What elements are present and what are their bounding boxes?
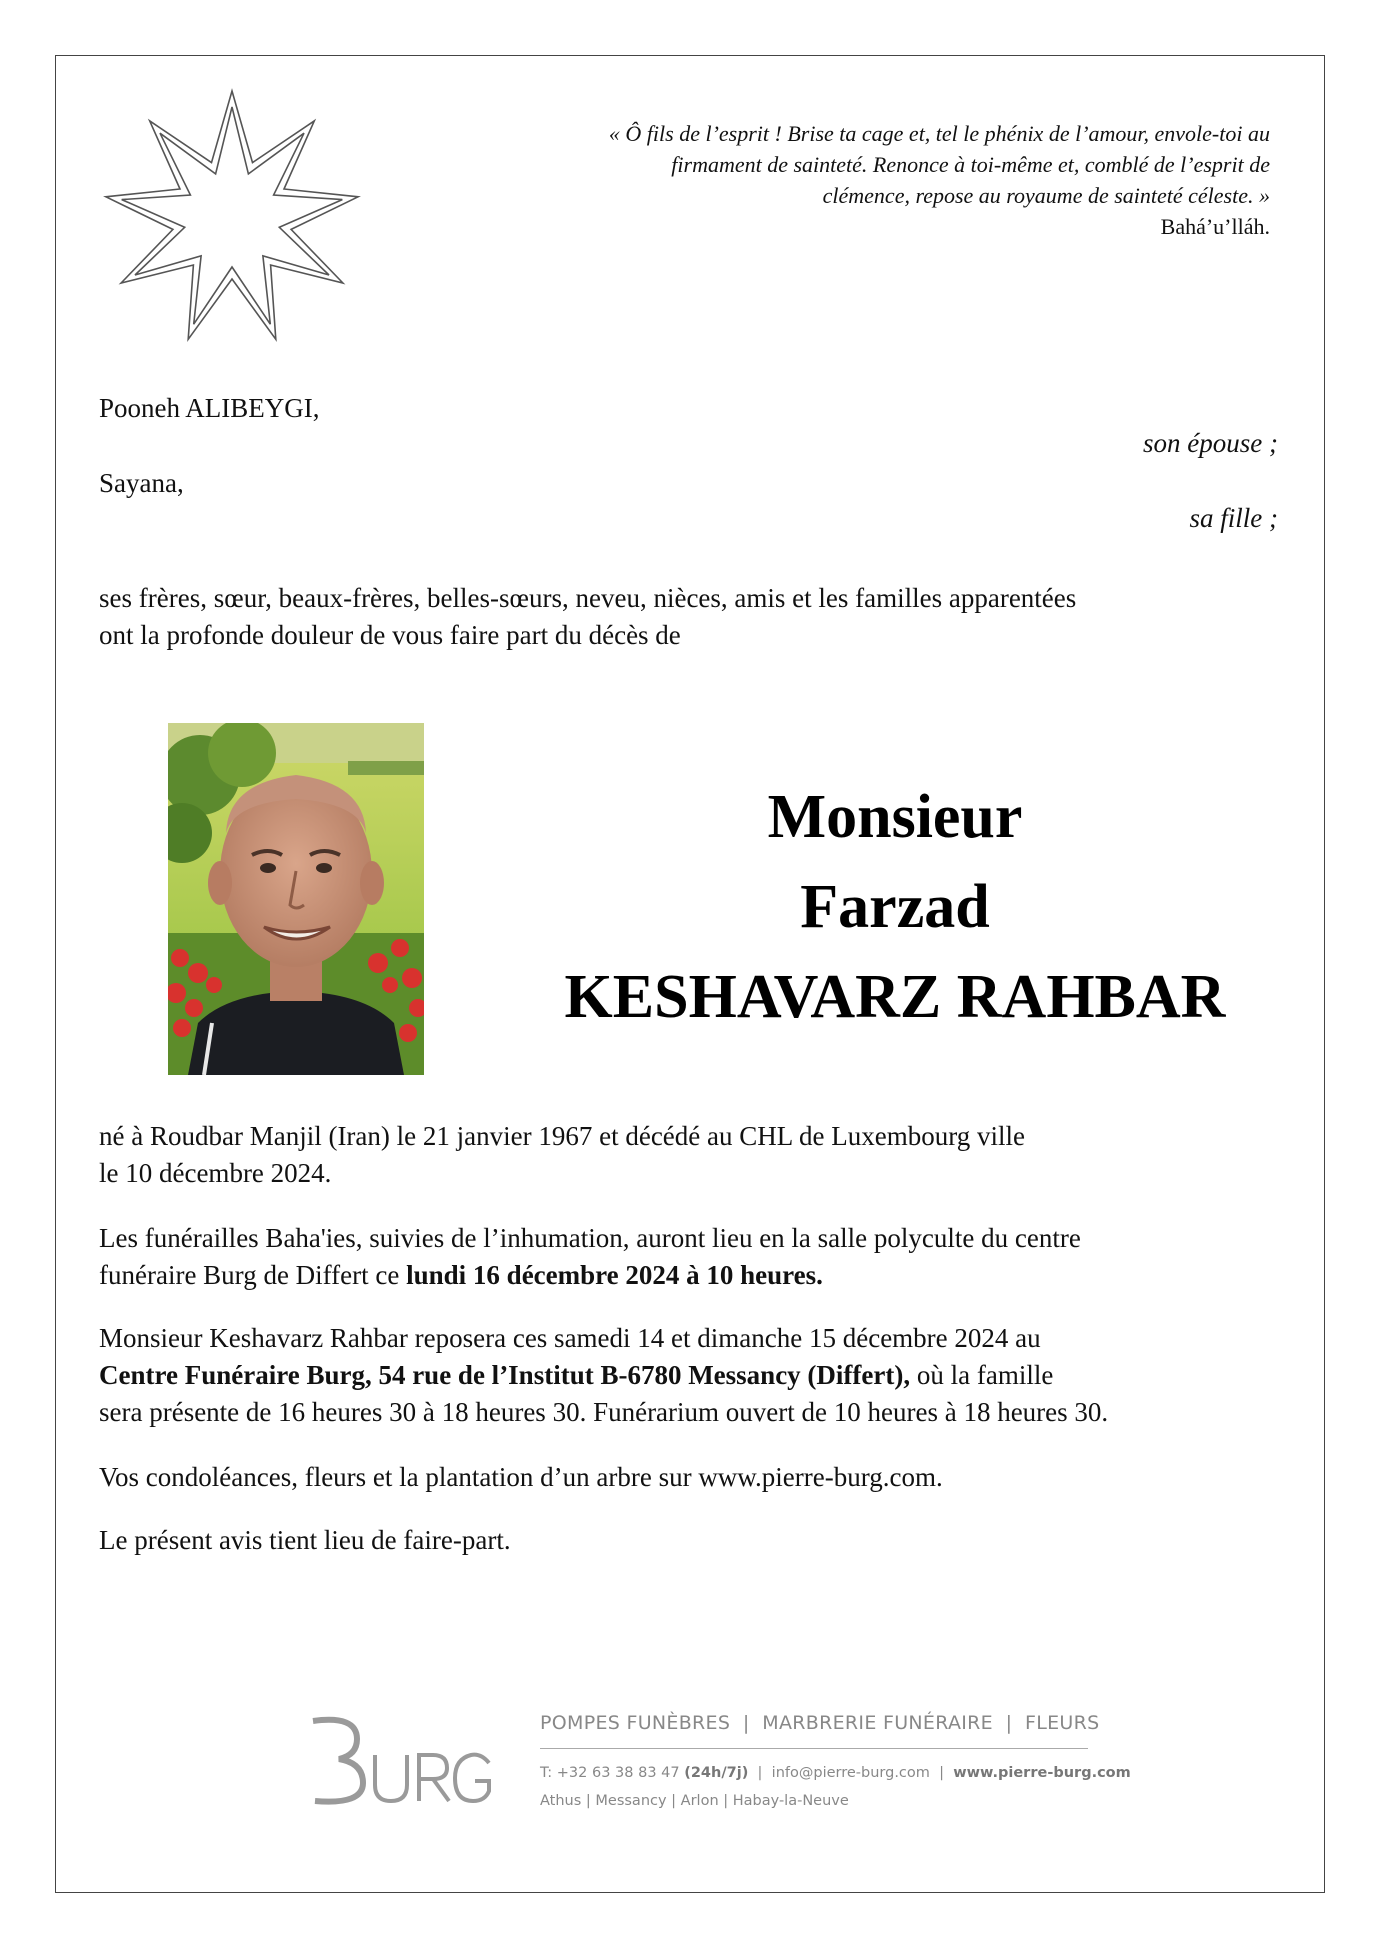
- repose-line-1: Monsieur Keshavarz Rahbar reposera ces samedi 14 et dimanche 15 décembre 2024 au: [99, 1323, 1041, 1353]
- footer-services: POMPES FUNÈBRES | MARBRERIE FUNÉRAIRE | FLEURS: [540, 1712, 1100, 1734]
- deceased-first-name: Farzad: [800, 873, 990, 941]
- funeral-line-2: [99, 1257, 1339, 1294]
- spouse-relation: son épouse ;: [1143, 428, 1278, 458]
- funeral-line-2-text: funéraire Burg de Differt ce: [99, 1260, 407, 1290]
- footer-locations: Athus | Messancy | Arlon | Habay-la-Neuve: [540, 1793, 849, 1809]
- spouse-name: Pooneh ALIBEYGI,: [99, 393, 320, 423]
- notice-paragraph: Le présent avis tient lieu de faire-part.: [99, 1525, 511, 1555]
- relatives-line-2: ont la profonde douleur de vous faire part du décès de: [99, 620, 681, 650]
- funeral-date-time: lundi 16 décembre 2024 à 10 heures.: [406, 1260, 823, 1290]
- footer-phone-hours: (24h/7j): [684, 1765, 749, 1781]
- deceased-last-name: KESHAVARZ RAHBAR: [564, 963, 1226, 1031]
- footer-website-link[interactable]: www.pierre-burg.com: [953, 1765, 1131, 1781]
- daughter-relation: sa fille ;: [1189, 503, 1278, 533]
- repose-line-3: sera présente de 16 heures 30 à 18 heures 30. Funérarium ouvert de 10 heures à 18 heures 30.: [99, 1397, 1109, 1427]
- birth-death-paragraph: [99, 1118, 1339, 1192]
- condolences-paragraph: Vos condoléances, fleurs et la plantation d’un arbre sur www.pierre-burg.com.: [99, 1462, 943, 1492]
- footer-contact: [540, 1765, 1131, 1781]
- star-outline: [106, 91, 358, 339]
- quote-author: Bahá’u’lláh.: [1160, 214, 1270, 239]
- footer-email[interactable]: | info@pierre-burg.com |: [748, 1765, 954, 1781]
- portrait-photo: [168, 723, 424, 1075]
- funeral-center-address: Centre Funéraire Burg, 54 rue de l’Institut B-6780 Messancy (Differt),: [99, 1360, 911, 1390]
- birth-death-line-2: le 10 décembre 2024.: [99, 1158, 332, 1188]
- footer-phone: T: +32 63 38 83 47: [540, 1765, 685, 1781]
- deceased-title: Monsieur: [767, 783, 1023, 851]
- birth-death-line-1: né à Roudbar Manjil (Iran) le 21 janvier 1967 et décédé au CHL de Luxembourg ville: [99, 1121, 1025, 1151]
- funeral-line-1: Les funérailles Baha'ies, suivies de l’inhumation, auront lieu en la salle polyculte du centre: [99, 1223, 1081, 1253]
- quote-block: [410, 118, 1270, 242]
- funeral-paragraph: [99, 1220, 1339, 1294]
- burg-logo: [305, 1713, 495, 1808]
- relatives-line-1: ses frères, sœur, beaux-frères, belles-sœurs, neveu, nièces, amis et les familles apparentées: [99, 583, 1077, 613]
- quote-line-3: clémence, repose au royaume de sainteté céleste. »: [822, 183, 1270, 208]
- quote-line-1: « Ô fils de l’esprit ! Brise ta cage et, tel le phénix de l’amour, envole-toi au: [608, 121, 1270, 146]
- quote-line-2: firmament de sainteté. Renonce à toi-même et, comblé de l’esprit de: [671, 152, 1270, 177]
- daughter-name: Sayana,: [99, 468, 184, 498]
- star-outline: [122, 107, 343, 324]
- nine-pointed-star-icon: [98, 88, 366, 350]
- footer-divider: [540, 1748, 1088, 1749]
- repose-line-2-text: où la famille: [910, 1360, 1054, 1390]
- repose-paragraph: [99, 1320, 1339, 1431]
- repose-line-2: [99, 1357, 1339, 1394]
- relatives-text: [99, 580, 1339, 654]
